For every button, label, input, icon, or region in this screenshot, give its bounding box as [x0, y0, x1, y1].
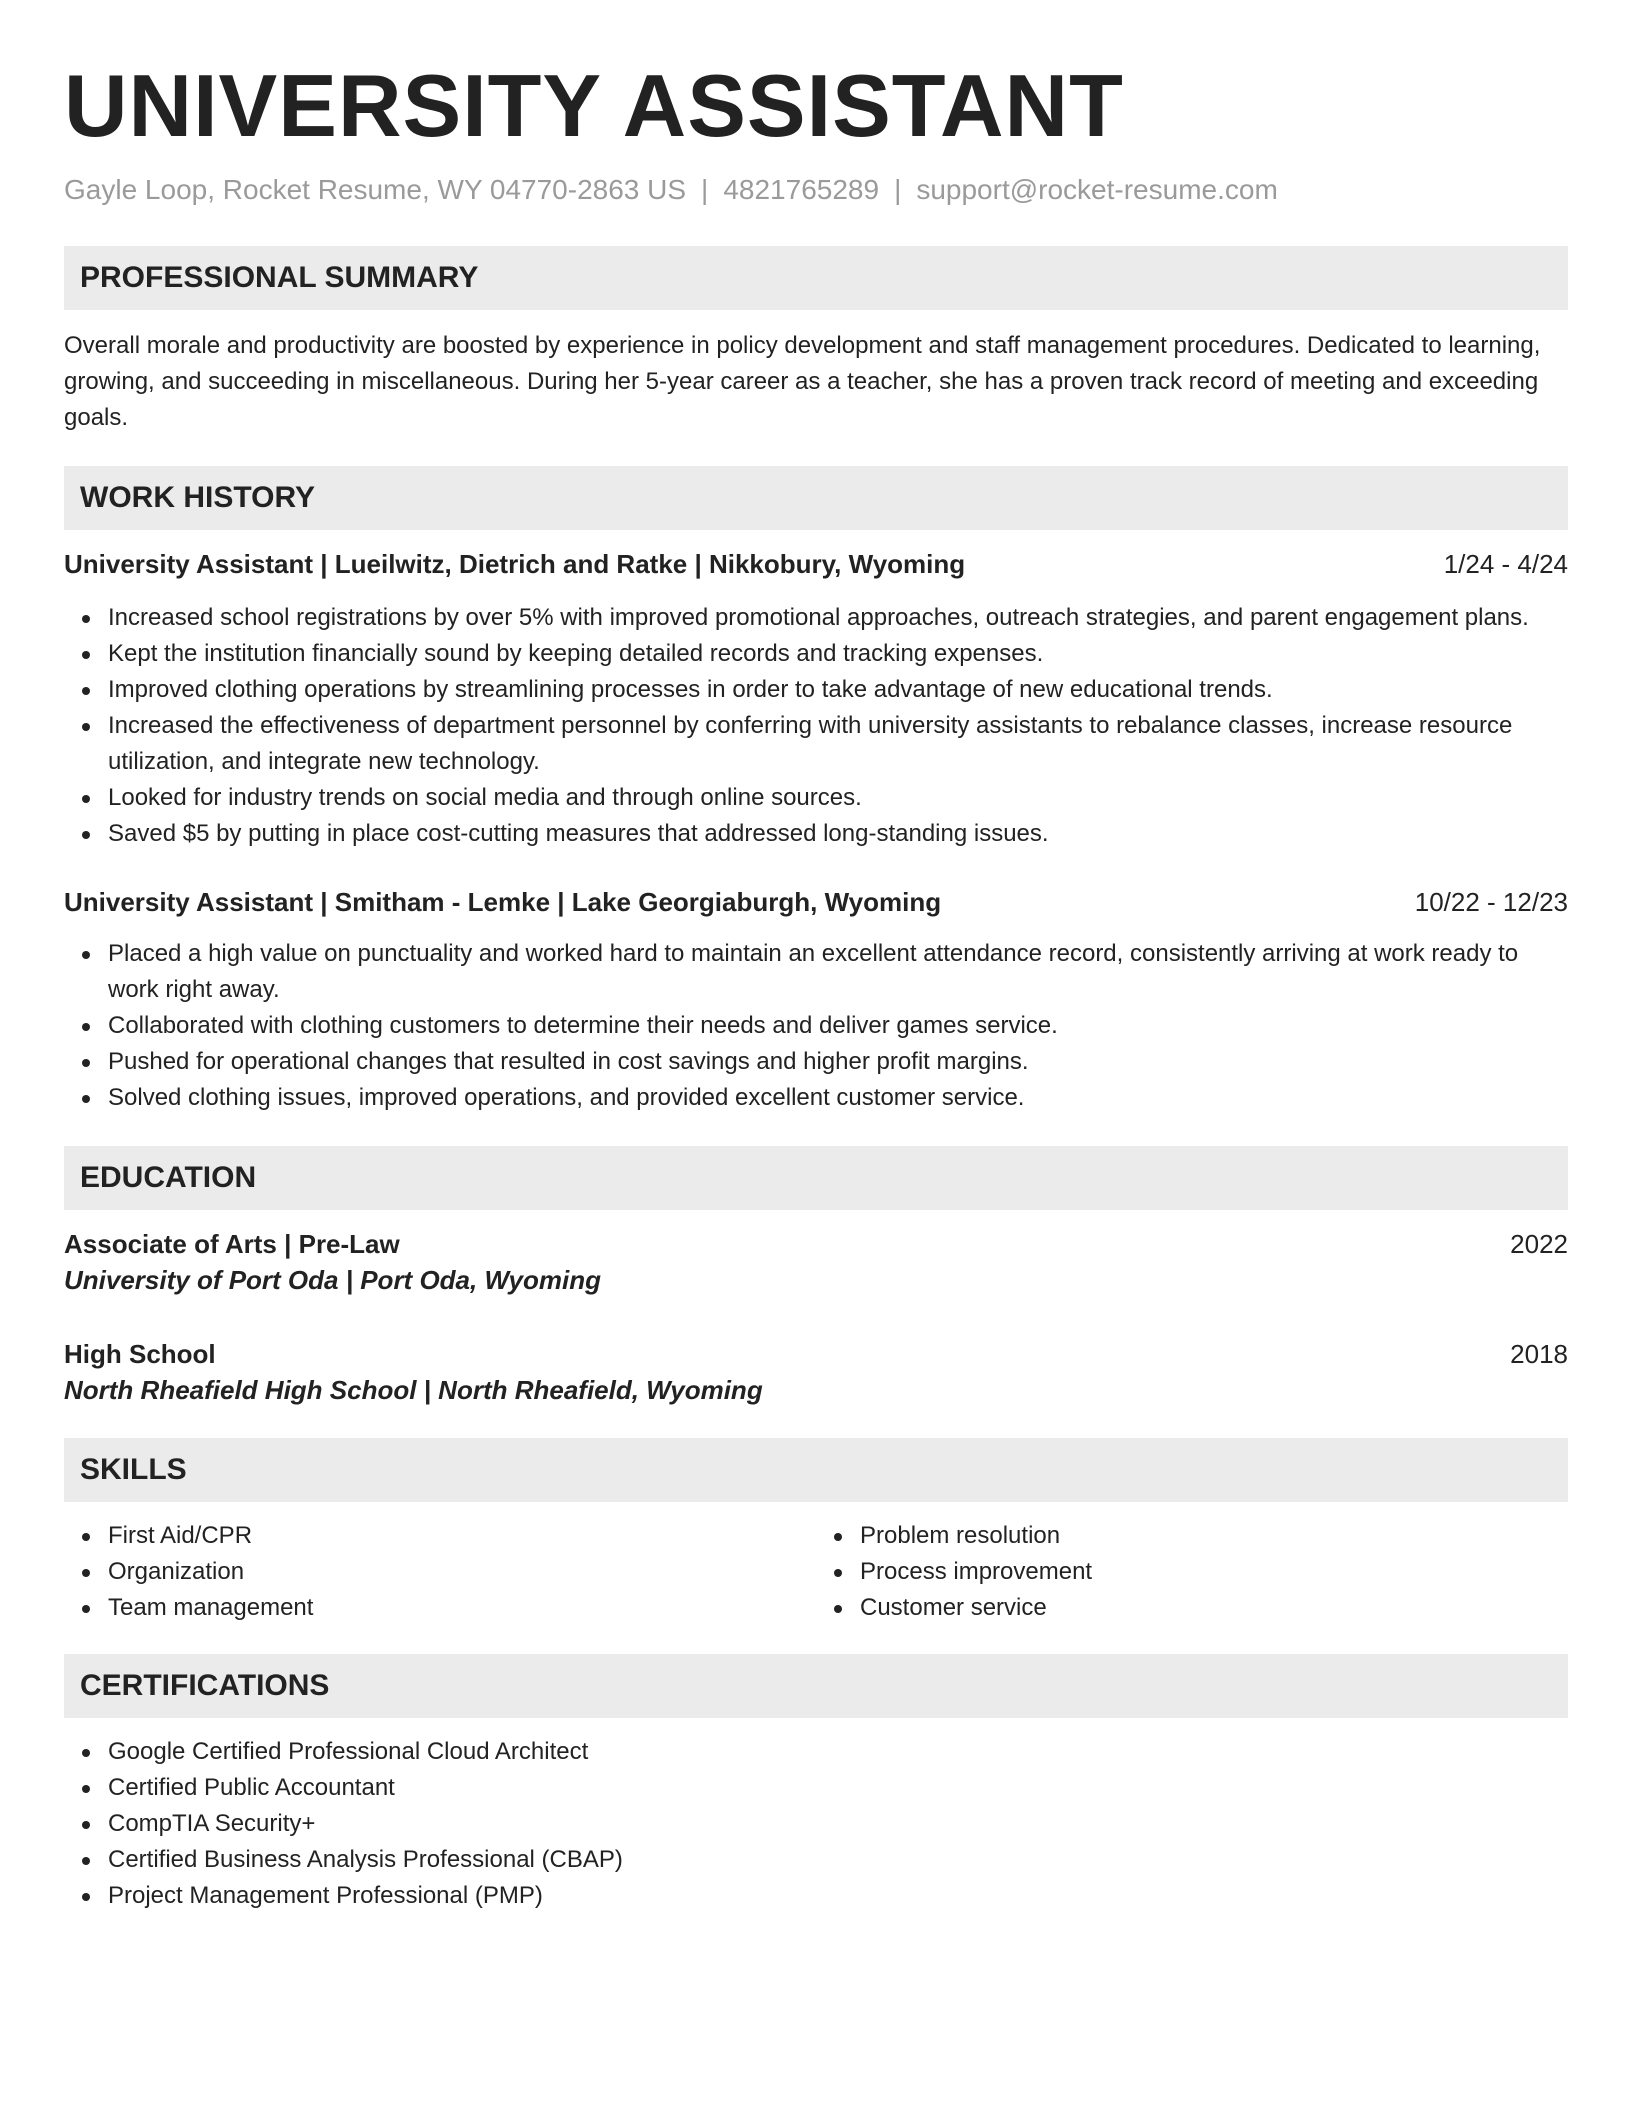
education-heading: EDUCATION: [64, 1146, 1568, 1210]
skill-item: Team management: [108, 1590, 816, 1626]
education-school: North Rheafield High School | North Rheafield, Wyoming: [64, 1375, 763, 1405]
job-header: [64, 546, 1568, 582]
contact-line: [64, 172, 1568, 208]
job-dates: 10/22 - 12/23: [1414, 887, 1568, 917]
contact-separator: |: [701, 174, 709, 205]
resume-page: [64, 56, 1568, 1914]
certification-item: CompTIA Security+: [108, 1806, 1568, 1842]
skills-list-left: [64, 1518, 816, 1626]
skill-item: Process improvement: [860, 1554, 1568, 1590]
education-header: [64, 1226, 1568, 1262]
job-entry: [64, 884, 1568, 1116]
skill-item: Customer service: [860, 1590, 1568, 1626]
list-item: Looked for industry trends on social media and through online sources.: [108, 780, 1568, 816]
skill-item: Problem resolution: [860, 1518, 1568, 1554]
job-bullets: [64, 600, 1568, 852]
list-item: Increased the effectiveness of department personnel by conferring with university assistants to rebalance classes, increase resource utilization, and integrate new technology.: [108, 708, 1568, 780]
contact-email: support@rocket-resume.com: [916, 174, 1278, 205]
list-item: Saved $5 by putting in place cost-cutting measures that addressed long-standing issues.: [108, 816, 1568, 852]
list-item: Improved clothing operations by streamlining processes in order to take advantage of new educational trends.: [108, 672, 1568, 708]
list-item: Solved clothing issues, improved operations, and provided excellent customer service.: [108, 1080, 1568, 1116]
job-bullets: [64, 936, 1568, 1116]
education-entry: [64, 1226, 1568, 1298]
education-header: [64, 1336, 1568, 1372]
list-item: Increased school registrations by over 5% with improved promotional approaches, outreach strategies, and parent engagement plans.: [108, 600, 1568, 636]
skill-item: First Aid/CPR: [108, 1518, 816, 1554]
education-entry: [64, 1336, 1568, 1408]
job-header: [64, 884, 1568, 920]
education-year: 2022: [1510, 1229, 1568, 1259]
skill-item: Organization: [108, 1554, 816, 1590]
job-title: University Assistant | Smitham - Lemke | Lake Georgiaburgh, Wyoming: [64, 887, 942, 917]
list-item: Collaborated with clothing customers to determine their needs and deliver games service.: [108, 1008, 1568, 1044]
page-title: UNIVERSITY ASSISTANT: [64, 56, 1124, 155]
job-dates: 1/24 - 4/24: [1443, 549, 1568, 579]
list-item: Kept the institution financially sound by keeping detailed records and tracking expenses.: [108, 636, 1568, 672]
skills-list-right: [816, 1518, 1568, 1626]
contact-address: Gayle Loop, Rocket Resume, WY 04770-2863 US: [64, 174, 687, 205]
list-item: Placed a high value on punctuality and worked hard to maintain an excellent attendance record, consistently arriving at work ready to work right away.: [108, 936, 1568, 1008]
skills-grid: [64, 1518, 1568, 1626]
education-degree: Associate of Arts | Pre-Law: [64, 1229, 400, 1259]
summary-text: Overall morale and productivity are boosted by experience in policy development and staff management procedures. Dedicated to learning, growing, and succeeding in miscellaneous. During her 5-year career as a teacher, she has a proven track record of meeting and exceeding goals.: [64, 332, 1541, 431]
contact-phone: 4821765289: [723, 174, 880, 205]
list-item: Pushed for operational changes that resulted in cost savings and higher profit margins.: [108, 1044, 1568, 1080]
certification-item: Certified Public Accountant: [108, 1770, 1568, 1806]
certifications-list: [64, 1734, 1568, 1914]
summary-heading: PROFESSIONAL SUMMARY: [64, 246, 1568, 310]
certification-item: Project Management Professional (PMP): [108, 1878, 1568, 1914]
education-year: 2018: [1510, 1339, 1568, 1369]
certification-item: Certified Business Analysis Professional (CBAP): [108, 1842, 1568, 1878]
contact-separator: |: [894, 174, 902, 205]
certifications-heading: CERTIFICATIONS: [64, 1654, 1568, 1718]
job-entry: [64, 546, 1568, 852]
work-history-heading: WORK HISTORY: [64, 466, 1568, 530]
skills-heading: SKILLS: [64, 1438, 1568, 1502]
education-school: University of Port Oda | Port Oda, Wyoming: [64, 1265, 601, 1295]
education-degree: High School: [64, 1339, 216, 1369]
job-title: University Assistant | Lueilwitz, Dietrich and Ratke | Nikkobury, Wyoming: [64, 549, 966, 579]
certification-item: Google Certified Professional Cloud Architect: [108, 1734, 1568, 1770]
